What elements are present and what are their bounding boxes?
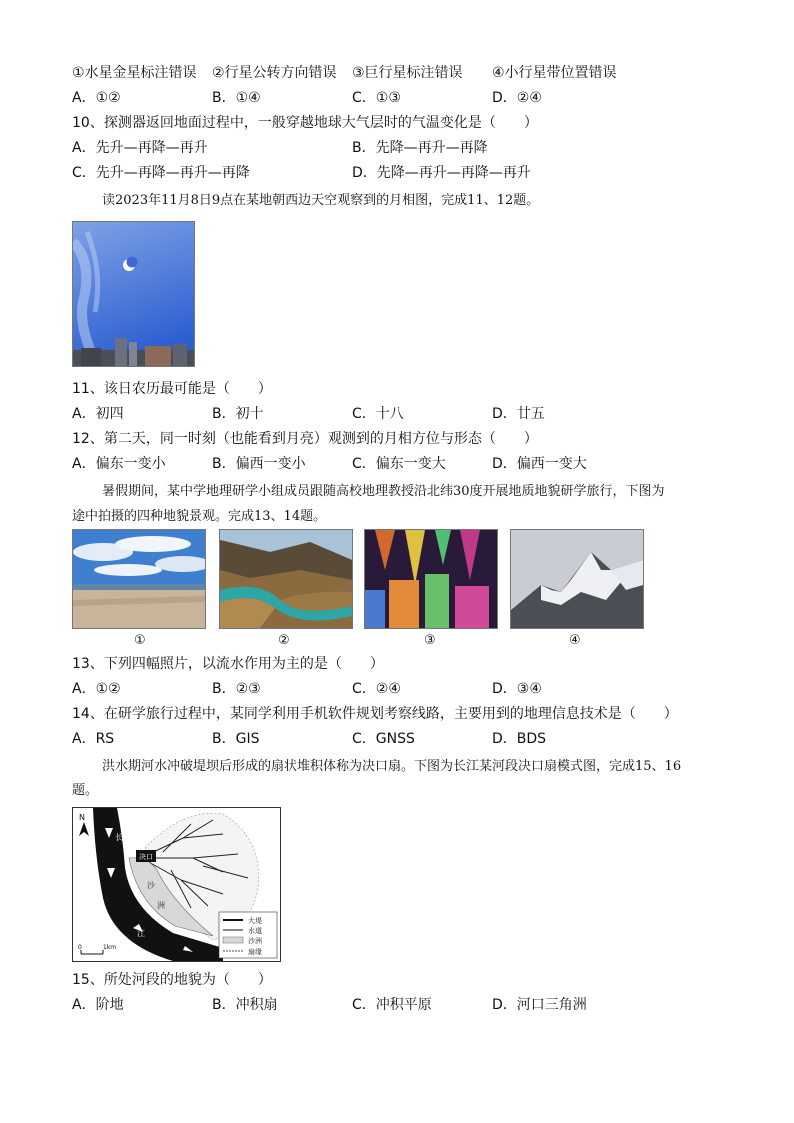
svg-text:0: 0 <box>78 944 82 951</box>
svg-text:沙洲: 沙洲 <box>248 937 262 945</box>
q13-stem: 13、下列四幅照片，以流水作用为主的是（ ） <box>72 656 384 672</box>
q12-option-b[interactable]: B．偏西一变小 <box>212 456 306 472</box>
intro-13-14-line1: 暑假期间，某中学地理研学小组成员跟随高校地理教授沿北纬30度开展地质地貌研学旅行，下图为 <box>102 484 665 499</box>
karst-cave-photo <box>364 529 498 629</box>
q10-option-b[interactable]: B．先降—再升—再降 <box>352 140 488 156</box>
q13-option-b[interactable]: B．②③ <box>212 681 261 697</box>
q9-statement-1: ①水星金星标注错误 <box>72 65 197 81</box>
photo-label-3: ③ <box>424 633 436 648</box>
q11-stem: 11、该日农历最可能是（ ） <box>72 381 272 397</box>
q13-option-a[interactable]: A．①② <box>72 681 121 697</box>
q13-option-d[interactable]: D．③④ <box>492 681 542 697</box>
q15-option-d[interactable]: D．河口三角洲 <box>492 997 587 1013</box>
q13-option-c[interactable]: C．②④ <box>352 681 401 697</box>
photo-label-4: ④ <box>569 633 581 648</box>
q14-stem: 14、在研学旅行过程中，某同学利用手机软件规划考察线路，主要用到的地理信息技术是（ ） <box>72 706 678 722</box>
beach-photo <box>72 529 206 629</box>
sandbar-char-1: 沙 <box>147 881 155 890</box>
q14-option-c[interactable]: C．GNSS <box>352 731 415 747</box>
intro-11-12: 读2023年11月8日9点在某地朝西边天空观察到的月相图，完成11、12题。 <box>102 193 540 208</box>
q12-option-a[interactable]: A．偏东一变小 <box>72 456 166 472</box>
q9-statement-3: ③巨行星标注错误 <box>352 65 463 81</box>
q14-option-a[interactable]: A．RS <box>72 731 115 747</box>
river-char-1: 长 <box>115 833 123 842</box>
q10-stem: 10、探测器返回地面过程中，一般穿越地球大气层时的气温变化是（ ） <box>72 115 538 131</box>
breach-label: 决口 <box>139 853 153 861</box>
intro-13-14-line2: 途中拍摄的四种地貌景观。完成13、14题。 <box>72 509 327 524</box>
q9-option-b[interactable]: B．①④ <box>212 90 261 106</box>
river-gorge-photo <box>219 529 353 629</box>
svg-text:水道: 水道 <box>248 927 262 935</box>
map-legend <box>219 912 277 958</box>
photo-label-2: ② <box>278 633 290 648</box>
crevasse-splay-map <box>72 807 281 962</box>
q10-option-d[interactable]: D．先降—再升—再降—再升 <box>352 165 531 181</box>
q15-stem: 15、所处河段的地貌为（ ） <box>72 972 272 988</box>
q9-option-d[interactable]: D．②④ <box>492 90 542 106</box>
q15-option-c[interactable]: C．冲积平原 <box>352 997 432 1013</box>
intro-15-16-line1: 洪水期河水冲破堤坝后形成的扇状堆积体称为决口扇。下图为长江某河段决口扇模式图，完成15、16 <box>102 759 682 774</box>
q10-option-c[interactable]: C．先升—再降—再升—再降 <box>72 165 250 181</box>
moon-phase-photo <box>72 221 195 367</box>
q9-statement-2: ②行星公转方向错误 <box>212 65 337 81</box>
q9-option-a[interactable]: A．①② <box>72 90 121 106</box>
q12-option-c[interactable]: C．偏东一变大 <box>352 456 446 472</box>
q14-option-b[interactable]: B．GIS <box>212 731 260 747</box>
q9-option-c[interactable]: C．①③ <box>352 90 401 106</box>
q15-option-a[interactable]: A．阶地 <box>72 997 124 1013</box>
photo-label-1: ① <box>134 633 146 648</box>
q14-option-d[interactable]: D．BDS <box>492 731 547 747</box>
svg-text:N: N <box>79 813 85 822</box>
q12-stem: 12、第二天，同一时刻（也能看到月亮）观测到的月相方位与形态（ ） <box>72 431 538 447</box>
q10-option-a[interactable]: A．先升—再降—再升 <box>72 140 208 156</box>
q11-option-c[interactable]: C．十八 <box>352 406 404 422</box>
river-char-2: 江 <box>137 929 145 938</box>
q11-option-a[interactable]: A．初四 <box>72 406 124 422</box>
svg-text:大堤: 大堤 <box>248 917 262 925</box>
snow-mountain-photo <box>510 529 644 629</box>
svg-text:1km: 1km <box>103 944 117 951</box>
svg-text:扇缘: 扇缘 <box>248 948 262 956</box>
q12-option-d[interactable]: D．偏西一变大 <box>492 456 587 472</box>
sandbar-char-2: 洲 <box>157 901 165 910</box>
q9-statement-4: ④小行星带位置错误 <box>492 65 617 81</box>
intro-15-16-line2: 题。 <box>72 783 99 798</box>
q15-option-b[interactable]: B．冲积扇 <box>212 997 278 1013</box>
q11-option-b[interactable]: B．初十 <box>212 406 264 422</box>
q11-option-d[interactable]: D．廿五 <box>492 406 545 422</box>
